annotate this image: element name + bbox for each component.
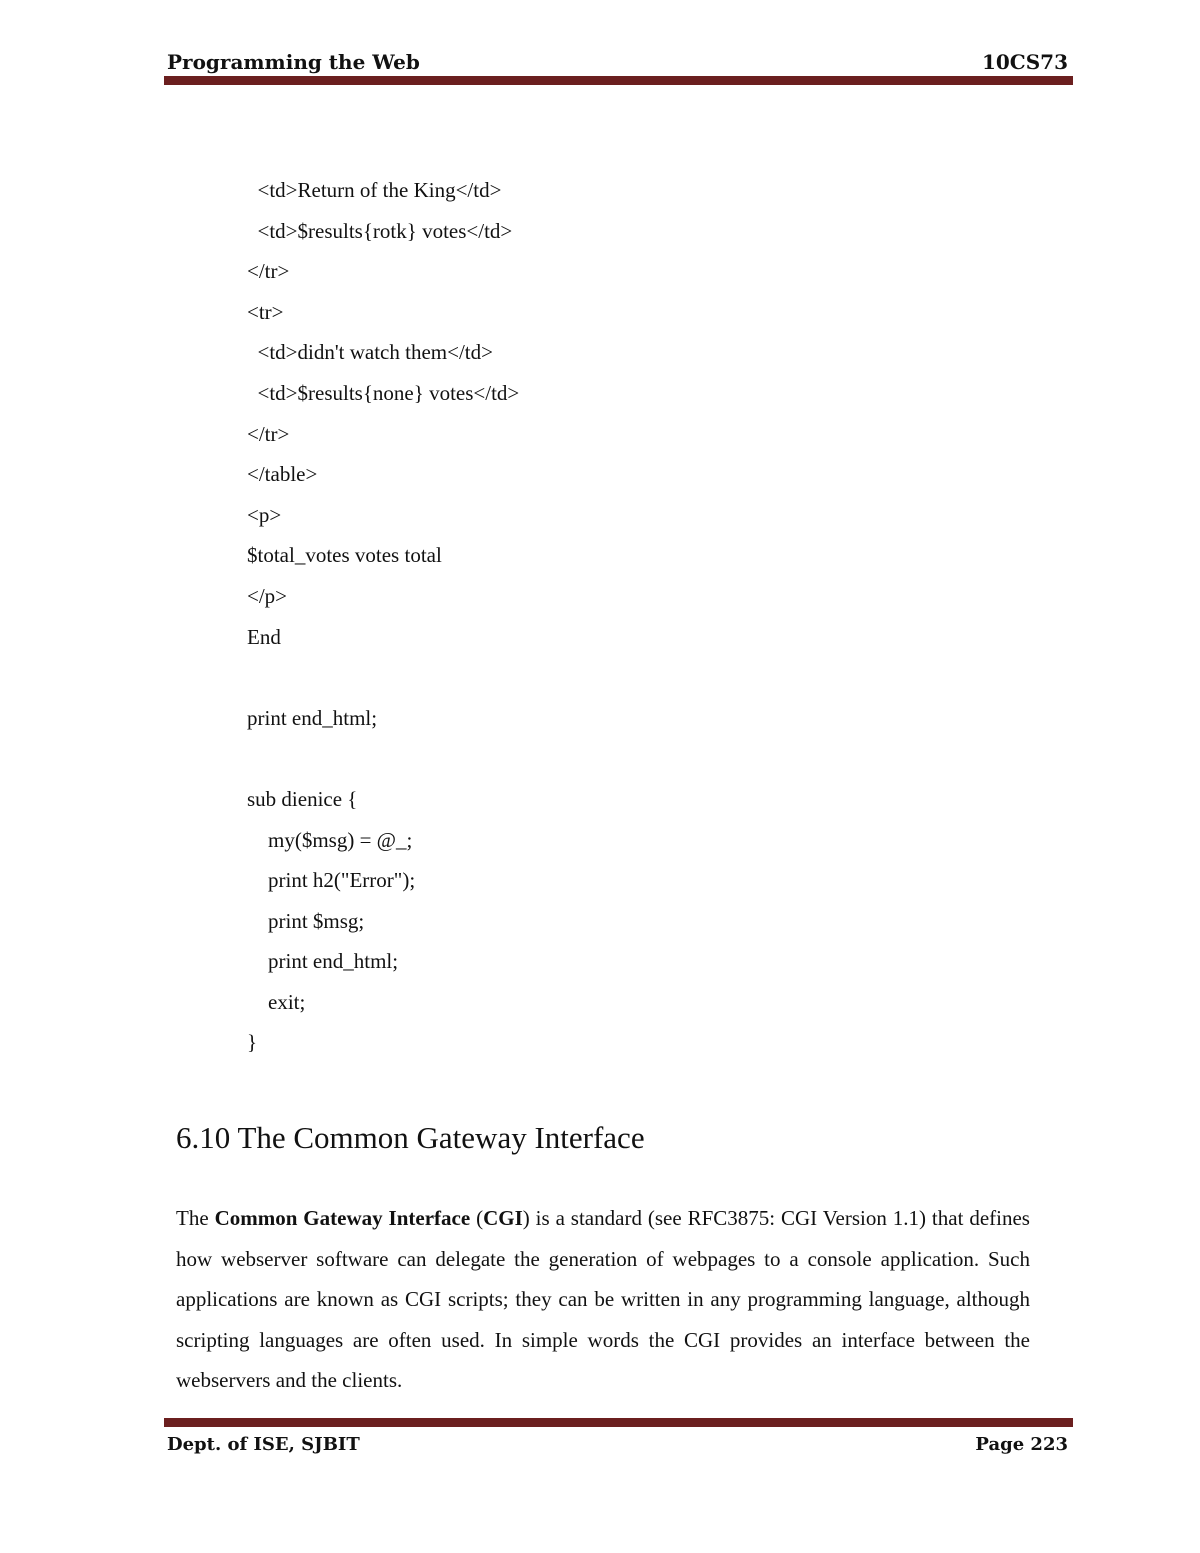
code-line: print h2("Error"); [247,868,416,893]
code-line: <p> [247,502,282,527]
code-line: </table> [247,462,318,487]
paragraph-abbr: CGI [483,1206,523,1230]
paragraph-intro: The [176,1206,215,1230]
code-line: } [247,1030,258,1055]
code-line: print end_html; [247,705,378,730]
code-line: sub dienice { [247,786,358,811]
paragraph-open-paren: ( [470,1206,484,1230]
code-line: </p> [247,583,288,608]
code-block [247,170,1067,1063]
code-line: End [247,624,281,649]
paragraph-rest: ) is a standard (see RFC3875: CGI Version 1.1) that defines how webserver software can delegate the generation of webpages to a console application. Such applications are known as CGI scripts; they can be written in any programming language, although scripting languages are often used. In simple words the CGI provides an interface between the webservers and the clients. [176,1206,1030,1392]
code-line: <tr> [247,299,284,324]
code-line: <td>Return of the King</td> [247,178,502,202]
code-line: <td>$results{rotk} votes</td> [247,218,513,243]
code-line: <td>didn't watch them</td> [247,340,493,365]
footer-page-number: Page 223 [975,1434,1068,1455]
code-line: </tr> [247,259,290,284]
code-line: exit; [247,989,306,1014]
section-heading: 6.10 The Common Gateway Interface [176,1120,645,1155]
header-course-code: 10CS73 [981,50,1068,74]
code-line: print end_html; [247,949,399,974]
footer-department: Dept. of ISE, SJBIT [167,1434,360,1455]
code-line [247,657,1067,698]
code-line: my($msg) = @_; [247,827,413,852]
code-line [247,738,1067,779]
code-line: </tr> [247,421,290,446]
section-paragraph [176,1198,1030,1401]
code-line: $total_votes votes total [247,543,442,568]
header-title: Programming the Web [167,50,420,74]
header-rule [164,76,1073,85]
paragraph-term: Common Gateway Interface [214,1206,471,1230]
footer-rule [164,1418,1073,1427]
code-line: <td>$results{none} votes</td> [247,380,520,405]
code-line: print $msg; [247,908,365,933]
